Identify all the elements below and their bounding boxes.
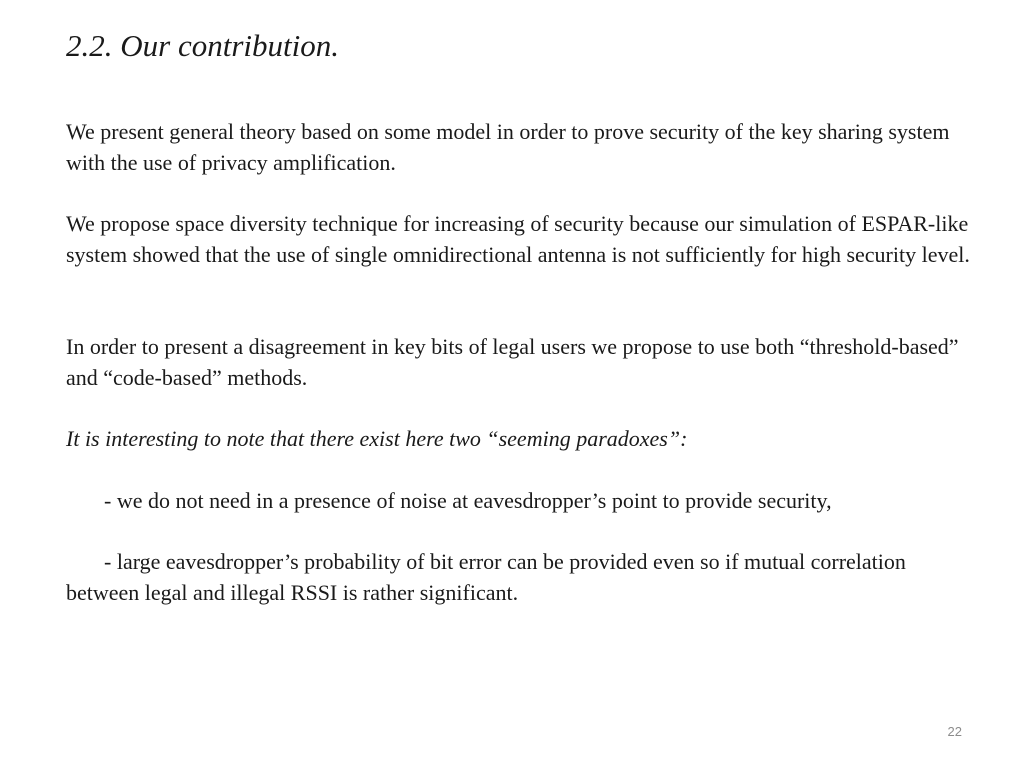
paragraph-general-theory: We present general theory based on some model in order to prove security of the key sharing system with the use of privacy amplification. [66, 119, 950, 175]
page-number: 22 [947, 724, 962, 739]
paradox-item-bit-error: - large eavesdropper’s probability of bit error can be provided even so if mutual correlation between legal and illegal RSSI is rather significant. [66, 549, 906, 605]
paragraph-disagreement-methods: In order to present a disagreement in key bits of legal users we propose to use both “threshold-based” and “code-based” methods. [66, 334, 959, 390]
paragraph-space-diversity: We propose space diversity technique for increasing of security because our simulation of ESPAR-like system showed that the use of single omnidirectional antenna is not sufficiently for high security level. [66, 211, 970, 267]
paragraph-paradoxes-intro: It is interesting to note that there exist here two “seeming paradoxes”: [66, 426, 688, 451]
slide-title: 2.2. Our contribution. [66, 28, 339, 63]
paradox-item-noise: - we do not need in a presence of noise at eavesdropper’s point to provide security, [104, 488, 832, 513]
